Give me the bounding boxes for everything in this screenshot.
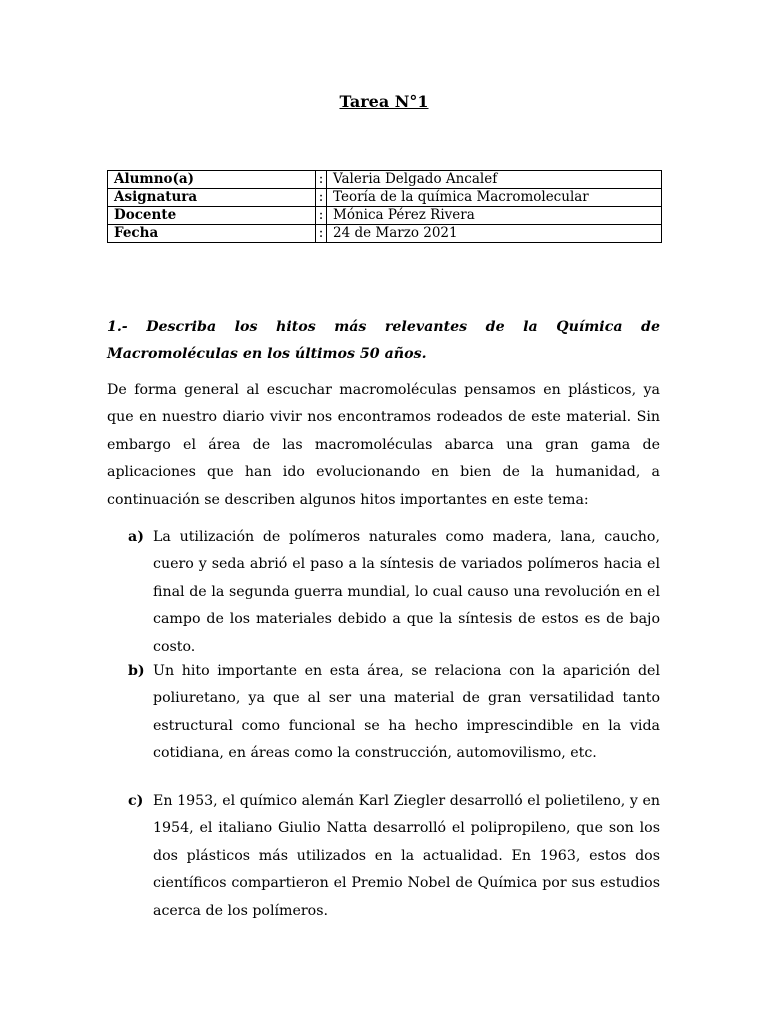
document-title — [0, 92, 768, 111]
info-colon: : — [316, 171, 327, 189]
intro-paragraph: De forma general al escuchar macromoléculas pensamos en plásticos, ya que en nuestro diario vivir nos encontramos rodeados de este material. Sin embargo el área de las macromoléculas abarca una gran gama de aplicaciones que han ido evolucionando en bien de la humanidad, a continuación se describen algunos hitos importantes en este tema: — [107, 382, 660, 508]
table-row — [108, 171, 662, 189]
table-row — [108, 225, 662, 243]
list-item-c — [107, 788, 660, 925]
info-colon: : — [316, 225, 327, 243]
info-label-teacher: Docente — [108, 207, 316, 225]
list-marker: b) — [128, 663, 145, 679]
question-heading: 1.- Describa los hitos más relevantes de la Química de Macromoléculas en los últimos 50 años. — [107, 319, 660, 362]
list-item-a — [107, 524, 660, 661]
info-value-subject: Teoría de la química Macromolecular — [327, 189, 662, 207]
document-title-text: Tarea N°1 — [339, 92, 429, 111]
table-row — [108, 207, 662, 225]
info-value-date: 24 de Marzo 2021 — [327, 225, 662, 243]
list-marker: a) — [128, 529, 144, 545]
info-value-student: Valeria Delgado Ancalef — [327, 171, 662, 189]
list-item-b — [107, 658, 660, 768]
list-item-text: Un hito importante en esta área, se relaciona con la aparición del poliuretano, ya que al ser una material de gran versatilidad tanto estructural como funcional se ha hecho imprescindible en la vida cotidiana, en áreas como la construcción, automovilismo, etc. — [153, 663, 660, 762]
info-colon: : — [316, 189, 327, 207]
student-info-table — [107, 170, 662, 243]
info-colon: : — [316, 207, 327, 225]
list-item-text: En 1953, el químico alemán Karl Ziegler desarrolló el polietileno, y en 1954, el italiano Giulio Natta desarrolló el polipropileno, que son los dos plásticos más utilizados en la actualidad. En 1963, estos dos científicos compartieron el Premio Nobel de Química por sus estudios acerca de los polímeros. — [153, 793, 660, 919]
info-label-subject: Asignatura — [108, 189, 316, 207]
list-item-text: La utilización de polímeros naturales como madera, lana, caucho, cuero y seda abrió el paso a la síntesis de variados polímeros hacia el final de la segunda guerra mundial, lo cual causo una revolución en el campo de los materiales debido a que la síntesis de estos es de bajo costo. — [153, 529, 660, 655]
info-label-date: Fecha — [108, 225, 316, 243]
list-marker: c) — [128, 793, 144, 809]
info-value-teacher: Mónica Pérez Rivera — [327, 207, 662, 225]
info-label-student: Alumno(a) — [108, 171, 316, 189]
table-row — [108, 189, 662, 207]
